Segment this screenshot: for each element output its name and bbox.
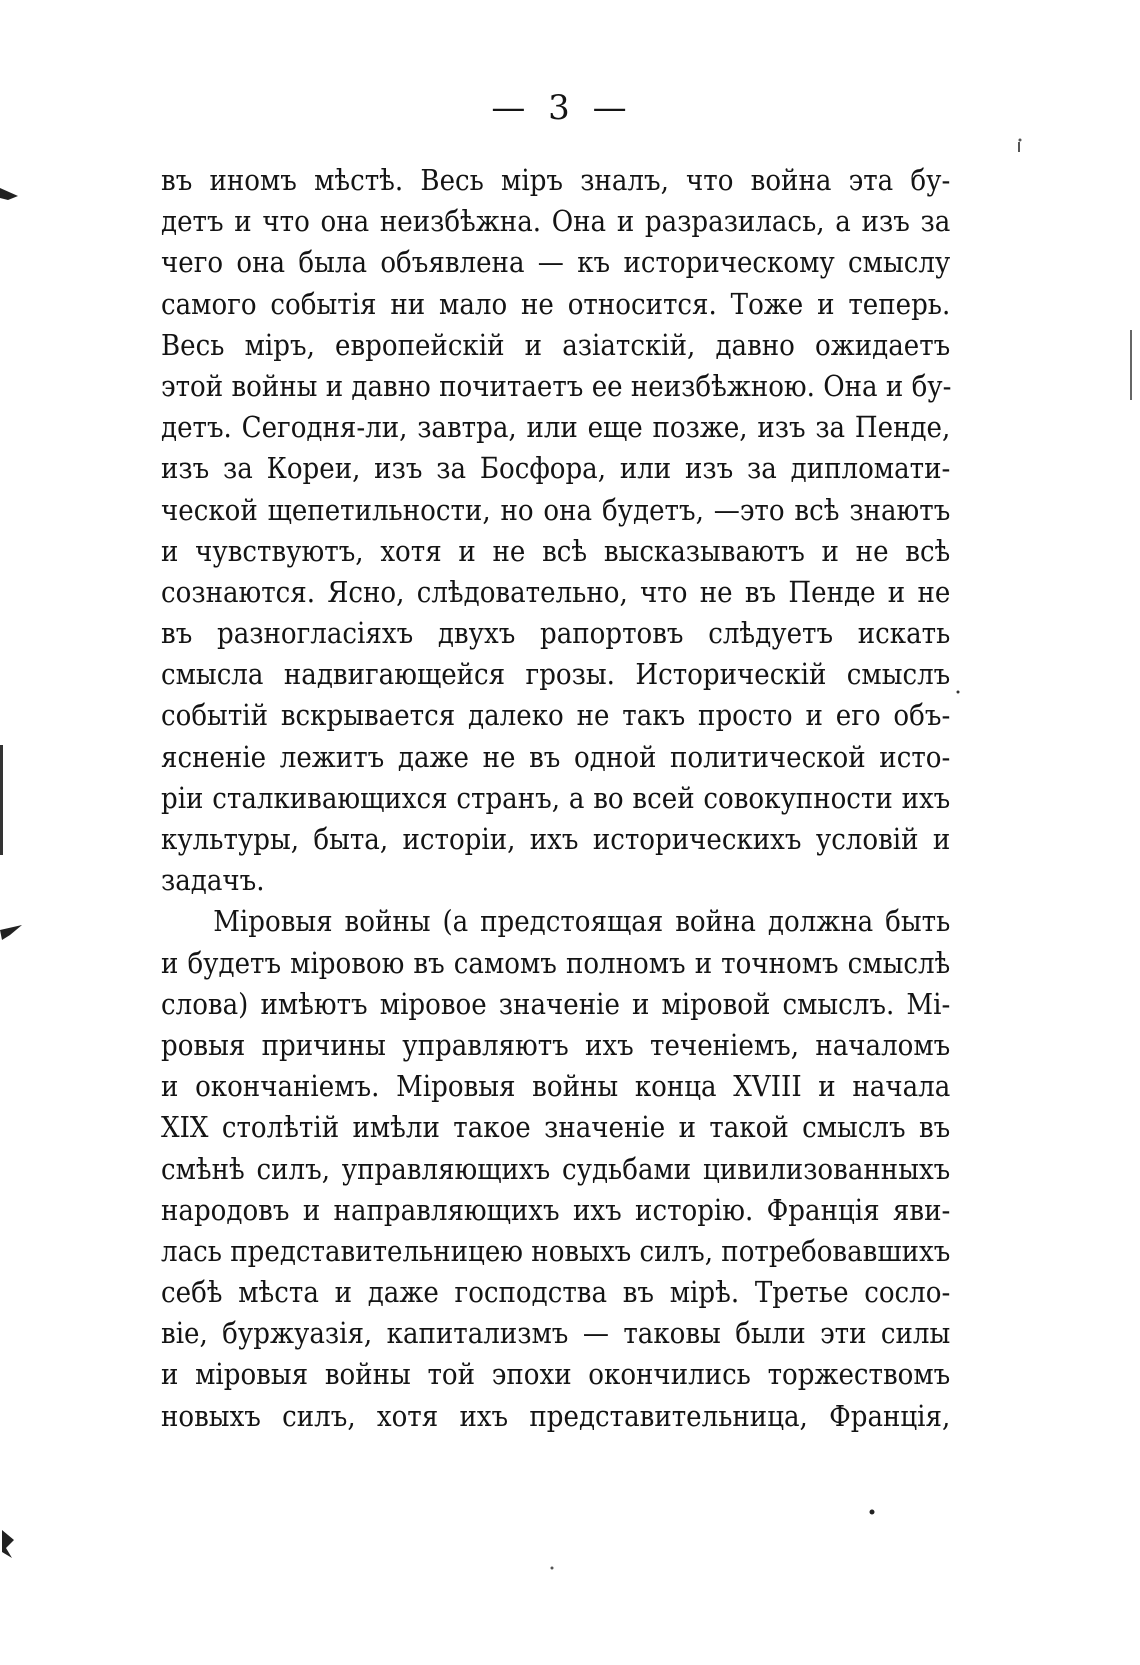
text-line: Весь міръ, европейскій и азіатскій, давно ожидаетъ (161, 327, 951, 362)
text-line: событій вскрывается далеко не такъ просто и его объ- (161, 698, 951, 733)
text-line: задачъ. (161, 863, 265, 898)
text-line: въ разногласіяхъ двухъ рапортовъ слѣдуетъ искать (161, 616, 951, 651)
text-line: сознаются. Ясно, слѣдовательно, что не въ Пенде и не (161, 574, 951, 609)
text-line: и чувствуютъ, хотя и не всѣ высказываютъ и не всѣ (161, 533, 951, 568)
text-line: себѣ мѣста и даже господства въ мірѣ. Третье сосло- (161, 1275, 951, 1310)
text-line: и будетъ міровою въ самомъ полномъ и точномъ смыслѣ (161, 945, 951, 980)
text-line: Міровыя войны (а предстоящая война должна быть (213, 904, 951, 939)
text-line: ясненіе лежитъ даже не въ одной политической исто- (161, 739, 951, 774)
text-line: культуры, быта, исторіи, ихъ историческихъ условій и (161, 822, 951, 856)
speck (957, 691, 960, 694)
speck (870, 1510, 875, 1515)
text-line: ровыя причины управляютъ ихъ теченіемъ, началомъ (161, 1027, 951, 1062)
text-line: слова) имѣютъ міровое значеніе и міровой смыслъ. Мі- (161, 986, 951, 1021)
paragraph (161, 901, 951, 1436)
text-line: самого событія ни мало не относится. Тоже и теперь. (161, 286, 951, 321)
text-line: и окончаніемъ. Міровыя войны конца XVIII и начала (161, 1069, 951, 1104)
text-line: смысла надвигающейся грозы. Историческій смыслъ (161, 657, 951, 692)
text-line: детъ. Сегодня-ли, завтра, или еще позже, изъ за Пенде, (161, 410, 951, 445)
text-line: изъ за Кореи, изъ за Босфора, или изъ за дипломати- (161, 451, 951, 486)
text-line: віе, буржуазія, капитализмъ — таковы были эти силы (161, 1316, 951, 1351)
text-line: ческой щепетильности, но она будетъ, —это всѣ знаютъ (161, 492, 951, 527)
text-line: XIX столѣтій имѣли такое значеніе и такой смыслъ въ (161, 1110, 951, 1145)
speck (1130, 330, 1132, 400)
text-line: и міровыя войны той эпохи окончились торжествомъ (161, 1357, 951, 1392)
paragraph (161, 160, 951, 901)
margin-mark (2, 1530, 14, 1558)
speck (1018, 142, 1020, 152)
text-line: новыхъ силъ, хотя ихъ представительница, Франція, (161, 1398, 951, 1433)
speck (1019, 139, 1022, 142)
body-text (161, 160, 951, 1437)
text-line: детъ и что она неизбѣжна. Она и разразилась, а изъ за (161, 204, 951, 239)
speck (551, 1567, 554, 1570)
text-line: смѣнѣ силъ, управляющихъ судьбами цивилизованныхъ (161, 1151, 951, 1186)
text-line: чего она была объявлена — къ историческому смыслу (161, 245, 951, 280)
text-line: въ иномъ мѣстѣ. Весь міръ зналъ, что война эта бу- (161, 163, 951, 197)
margin-mark (0, 188, 18, 200)
text-line: ріи сталкивающихся странъ, а во всей совокупности ихъ (161, 780, 951, 815)
margin-mark (0, 745, 3, 855)
text-line: народовъ и направляющихъ ихъ исторію. Франція яви- (161, 1192, 951, 1227)
page-number: — 3 — (491, 88, 633, 128)
text-line: лась представительницею новыхъ силъ, потребовавшихъ (161, 1233, 951, 1268)
text-line: этой войны и давно почитаетъ ее неизбѣжною. Она и бу- (161, 368, 952, 403)
margin-mark (0, 925, 22, 940)
